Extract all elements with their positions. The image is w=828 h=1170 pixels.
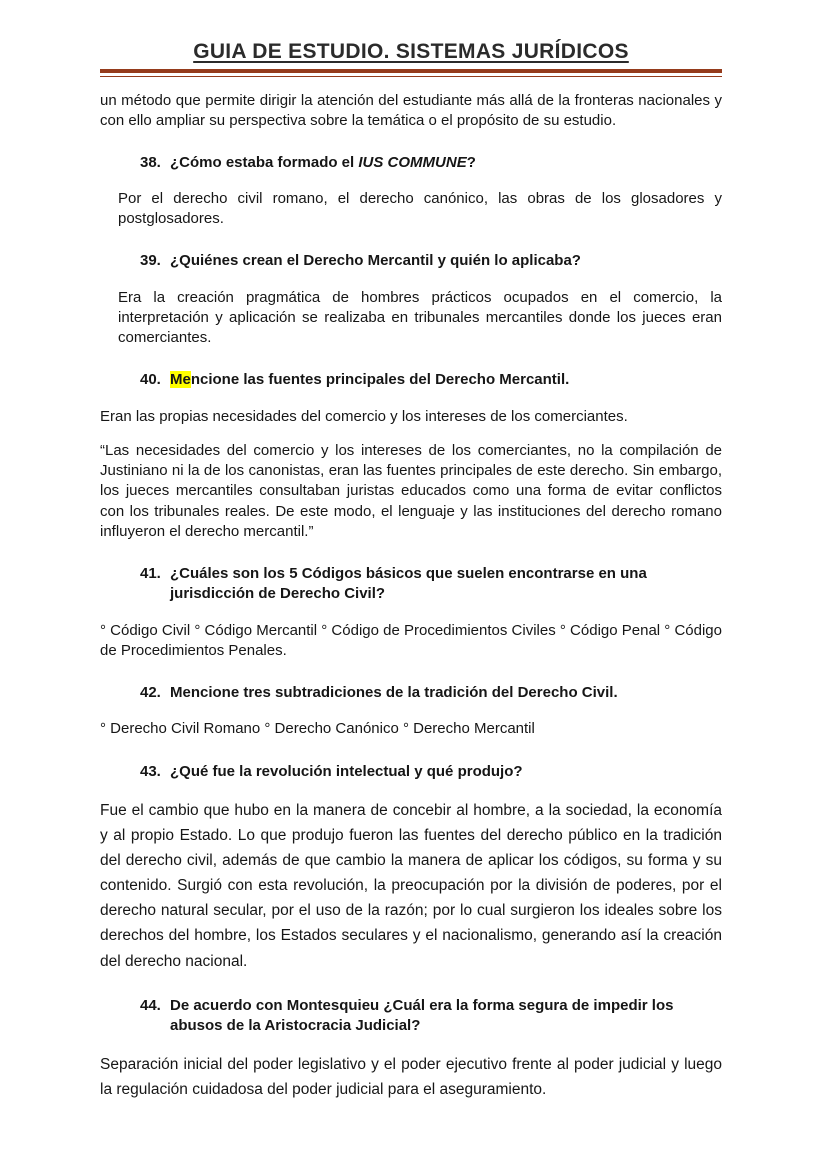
question-40 bbox=[140, 370, 722, 390]
question-text: ¿Quiénes crean el Derecho Mercantil y quién lo aplicaba? bbox=[170, 252, 581, 270]
question-number: 44. bbox=[140, 996, 161, 1014]
answer-44: Separación inicial del poder legislativo y el poder ejecutivo frente al poder judicial y luego la regulación cuidadosa del poder judicial para el aseguramiento. bbox=[100, 1056, 722, 1099]
question-43 bbox=[140, 762, 722, 782]
question-text: ¿Cuáles son los 5 Códigos básicos que suelen encontrarse en una jurisdicción de Derecho Civil? bbox=[170, 565, 647, 603]
answer-38: Por el derecho civil romano, el derecho canónico, las obras de los glosadores y postglosadores. bbox=[118, 189, 722, 228]
question-text: De acuerdo con Montesquieu ¿Cuál era la forma segura de impedir los abusos de la Aristocracia Judicial? bbox=[170, 996, 674, 1034]
answer-41: ° Código Civil ° Código Mercantil ° Código de Procedimientos Civiles ° Código Penal ° Código de Procedimientos Penales. bbox=[100, 621, 722, 659]
question-text bbox=[170, 153, 722, 173]
question-text: Mencione tres subtradiciones de la tradición del Derecho Civil. bbox=[170, 684, 618, 702]
question-38-text-before: ¿Cómo estaba formado el bbox=[170, 153, 359, 171]
document-header bbox=[100, 40, 722, 77]
question-number: 42. bbox=[140, 684, 161, 702]
question-44 bbox=[140, 996, 722, 1037]
question-42 bbox=[140, 683, 722, 703]
question-number: 38. bbox=[140, 153, 161, 171]
question-38-text-after: ? bbox=[466, 153, 476, 171]
highlighted-text: Me bbox=[170, 371, 191, 389]
question-38-text-italic: IUS COMMUNE bbox=[358, 153, 467, 171]
question-41 bbox=[140, 564, 722, 605]
question-number: 39. bbox=[140, 252, 161, 270]
answer-39: Era la creación pragmática de hombres prácticos ocupados en el comercio, la interpretación y aplicación se realizaba en tribunales mercantiles donde los jueces eran comerciantes. bbox=[118, 288, 722, 347]
question-number: 41. bbox=[140, 565, 161, 583]
question-38 bbox=[140, 153, 722, 173]
question-number: 43. bbox=[140, 762, 161, 780]
answer-43: Fue el cambio que hubo en la manera de concebir al hombre, a la sociedad, la economía y al propio Estado. Lo que produjo fueron las fuentes del derecho público en la tradición del derecho civil, además de que cambio la manera de aplicar los códigos, su forma y su contenido. Surgió con esta revolución, la preocupación por la división de poderes, por el derecho natural secular, por el uso de la razón; por lo cual surgieron los ideales sobre los derechos del hombre, los Estados seculares y el nacionalismo, generando así la creación del derecho nacional. bbox=[100, 801, 722, 970]
answer-40-paragraph-2: “Las necesidades del comercio y los intereses de los comerciantes, no la compilación de Justiniano ni la de los canonistas, eran las fuentes principales de este derecho. Sin embargo, los jueces mercantiles consultaban juristas educados como una forma de evitar conflictos con los tribunales reales. De este modo, el lenguaje y las instituciones del derecho romano influyeron el derecho mercantil.” bbox=[100, 441, 722, 540]
header-rule bbox=[100, 69, 722, 77]
question-text bbox=[170, 370, 722, 390]
question-text: ¿Qué fue la revolución intelectual y qué produjo? bbox=[170, 762, 523, 780]
question-number: 40. bbox=[140, 371, 161, 389]
answer-42: ° Derecho Civil Romano ° Derecho Canónico ° Derecho Mercantil bbox=[100, 720, 535, 738]
question-39 bbox=[140, 251, 722, 271]
question-40-text-rest: ncione las fuentes principales del Derecho Mercantil. bbox=[190, 371, 570, 389]
answer-40-paragraph-1: Eran las propias necesidades del comercio y los intereses de los comerciantes. bbox=[100, 407, 628, 425]
intro-paragraph: un método que permite dirigir la atención del estudiante más allá de la fronteras nacionales y con ello ampliar su perspectiva sobre la temática o el propósito de su estudio. bbox=[100, 92, 722, 129]
page-title: GUIA DE ESTUDIO. SISTEMAS JURÍDICOS bbox=[193, 40, 629, 63]
